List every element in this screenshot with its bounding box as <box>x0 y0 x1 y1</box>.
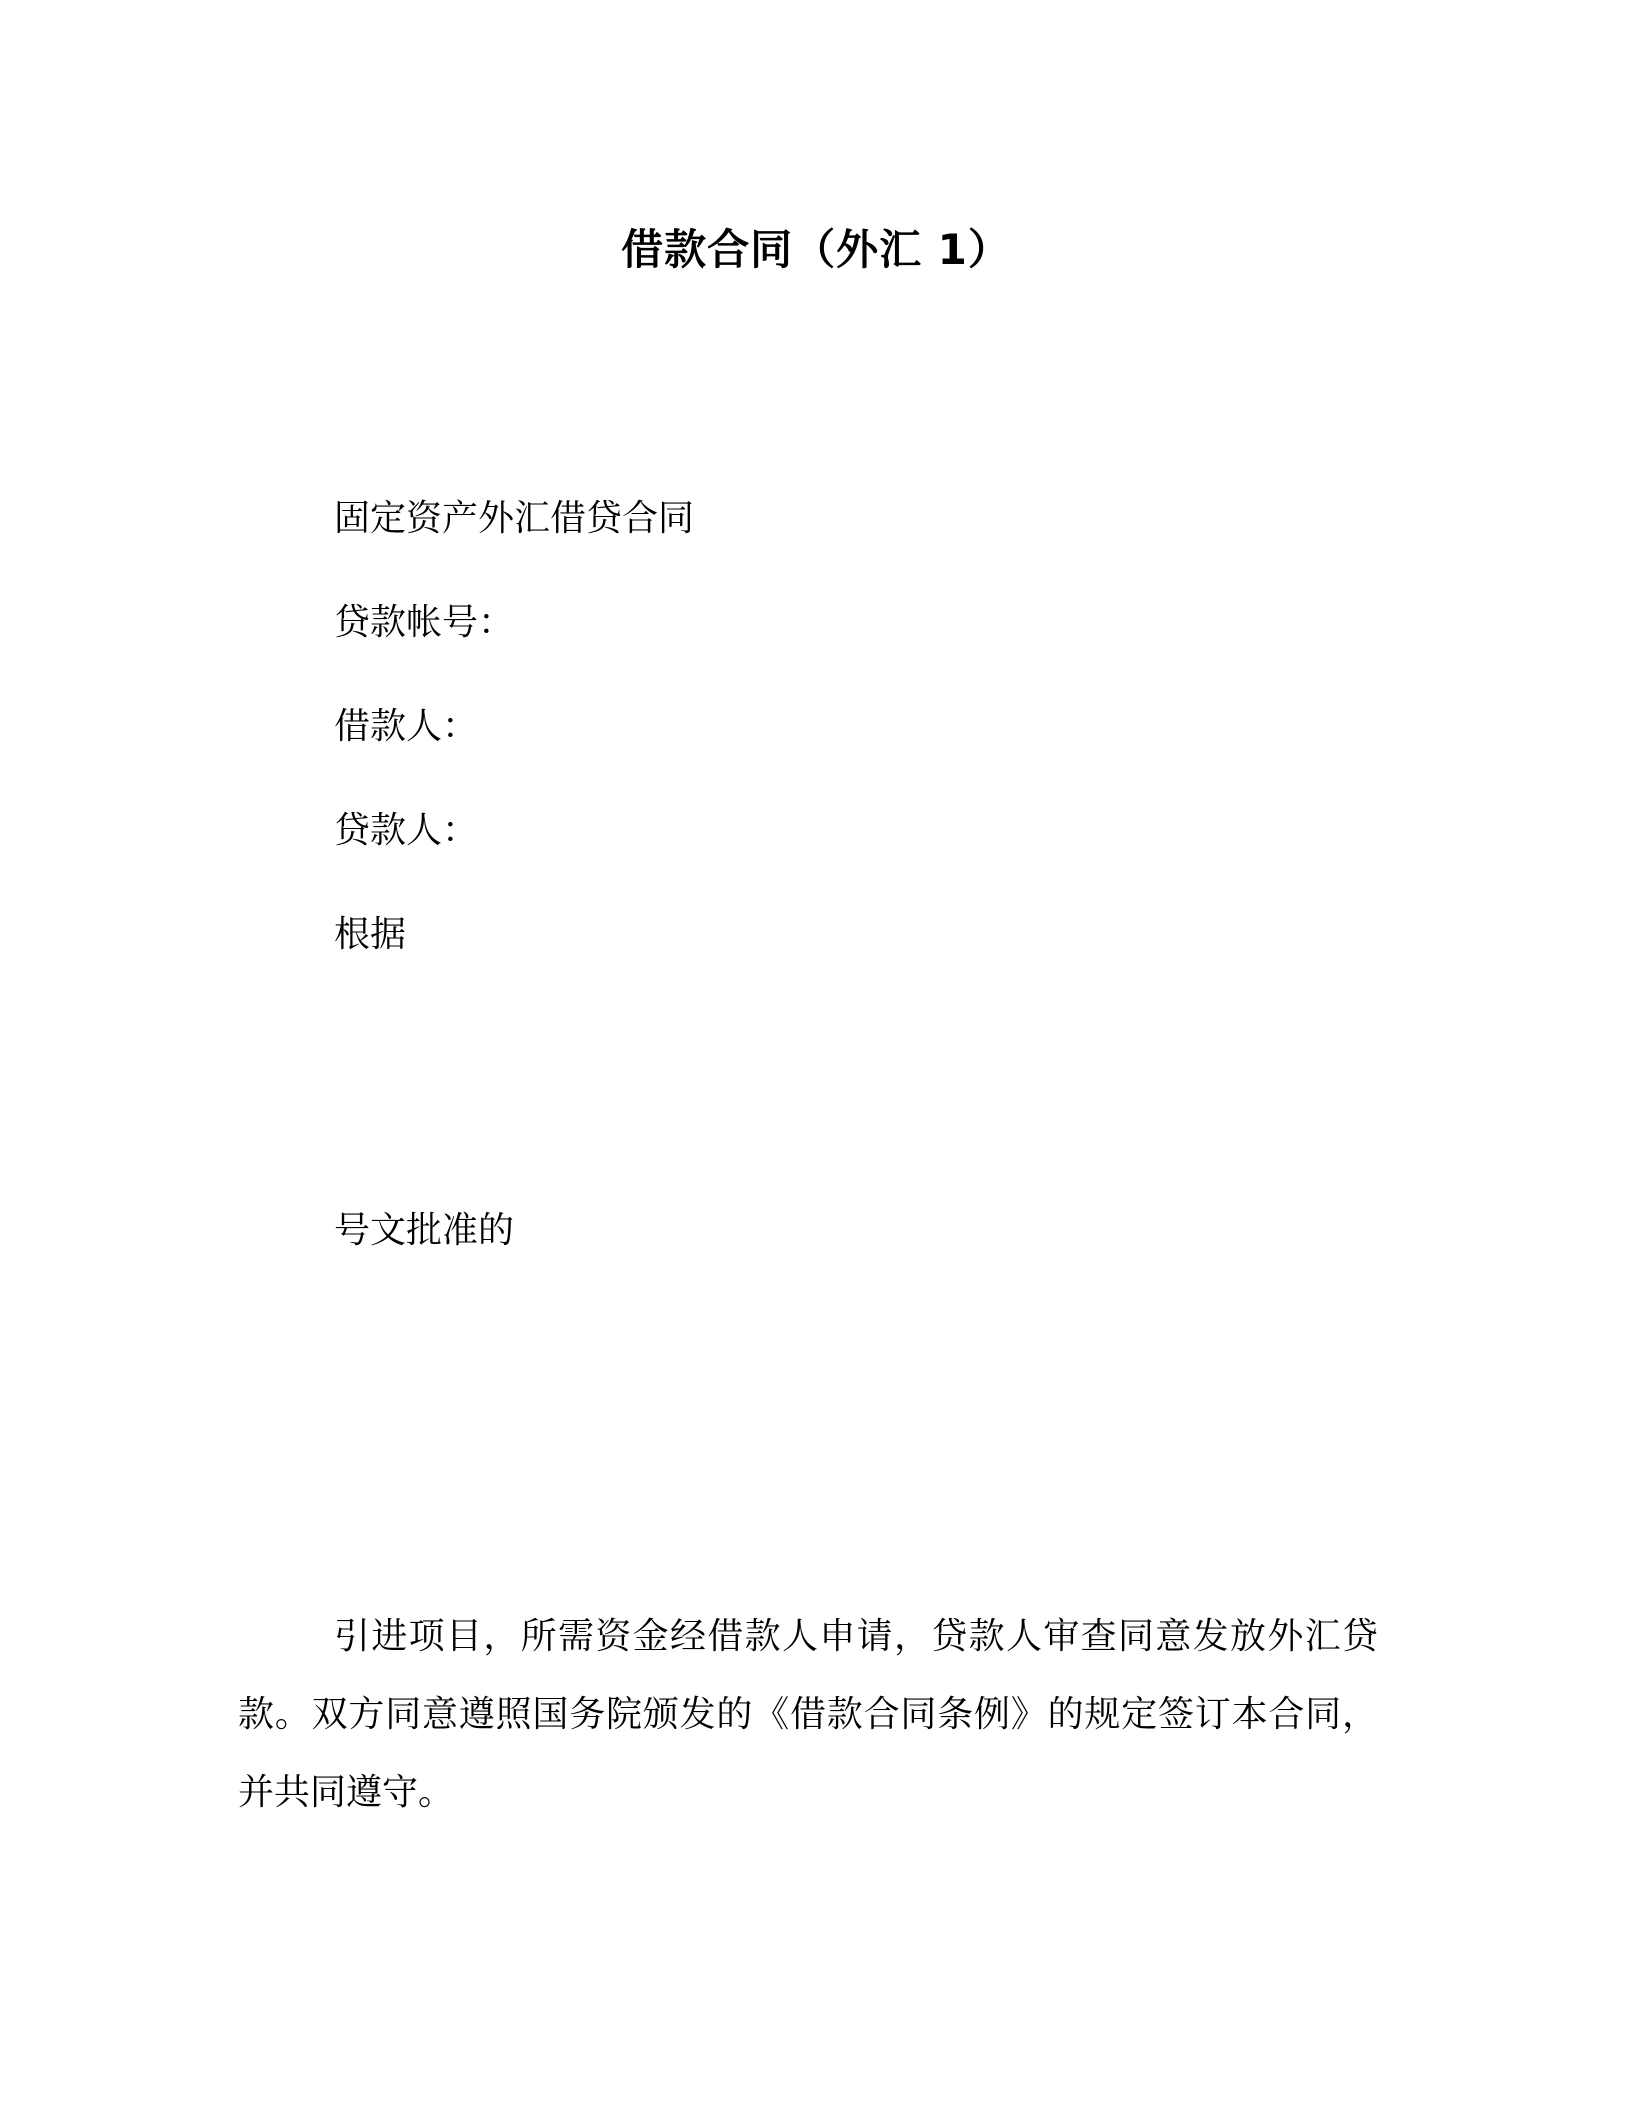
lender-line: 贷款人： <box>334 810 479 851</box>
body-paragraph: 引进项目，所需资金经借款人申请，贷款人审查同意发放外汇贷款。双方同意遵照国务院颁发的《借款合同条例》的规定签订本合同，并共同遵守。 <box>238 1616 1378 1813</box>
loan-account-line: 贷款帐号： <box>334 602 515 643</box>
contract-type-line: 固定资产外汇借贷合同 <box>334 498 695 539</box>
borrower-line: 借款人： <box>334 706 479 747</box>
basis-line: 根据 <box>334 914 407 955</box>
document-title: 借款合同（外汇 1） <box>621 225 1011 274</box>
approval-doc-line: 号文批准的 <box>334 1210 515 1251</box>
